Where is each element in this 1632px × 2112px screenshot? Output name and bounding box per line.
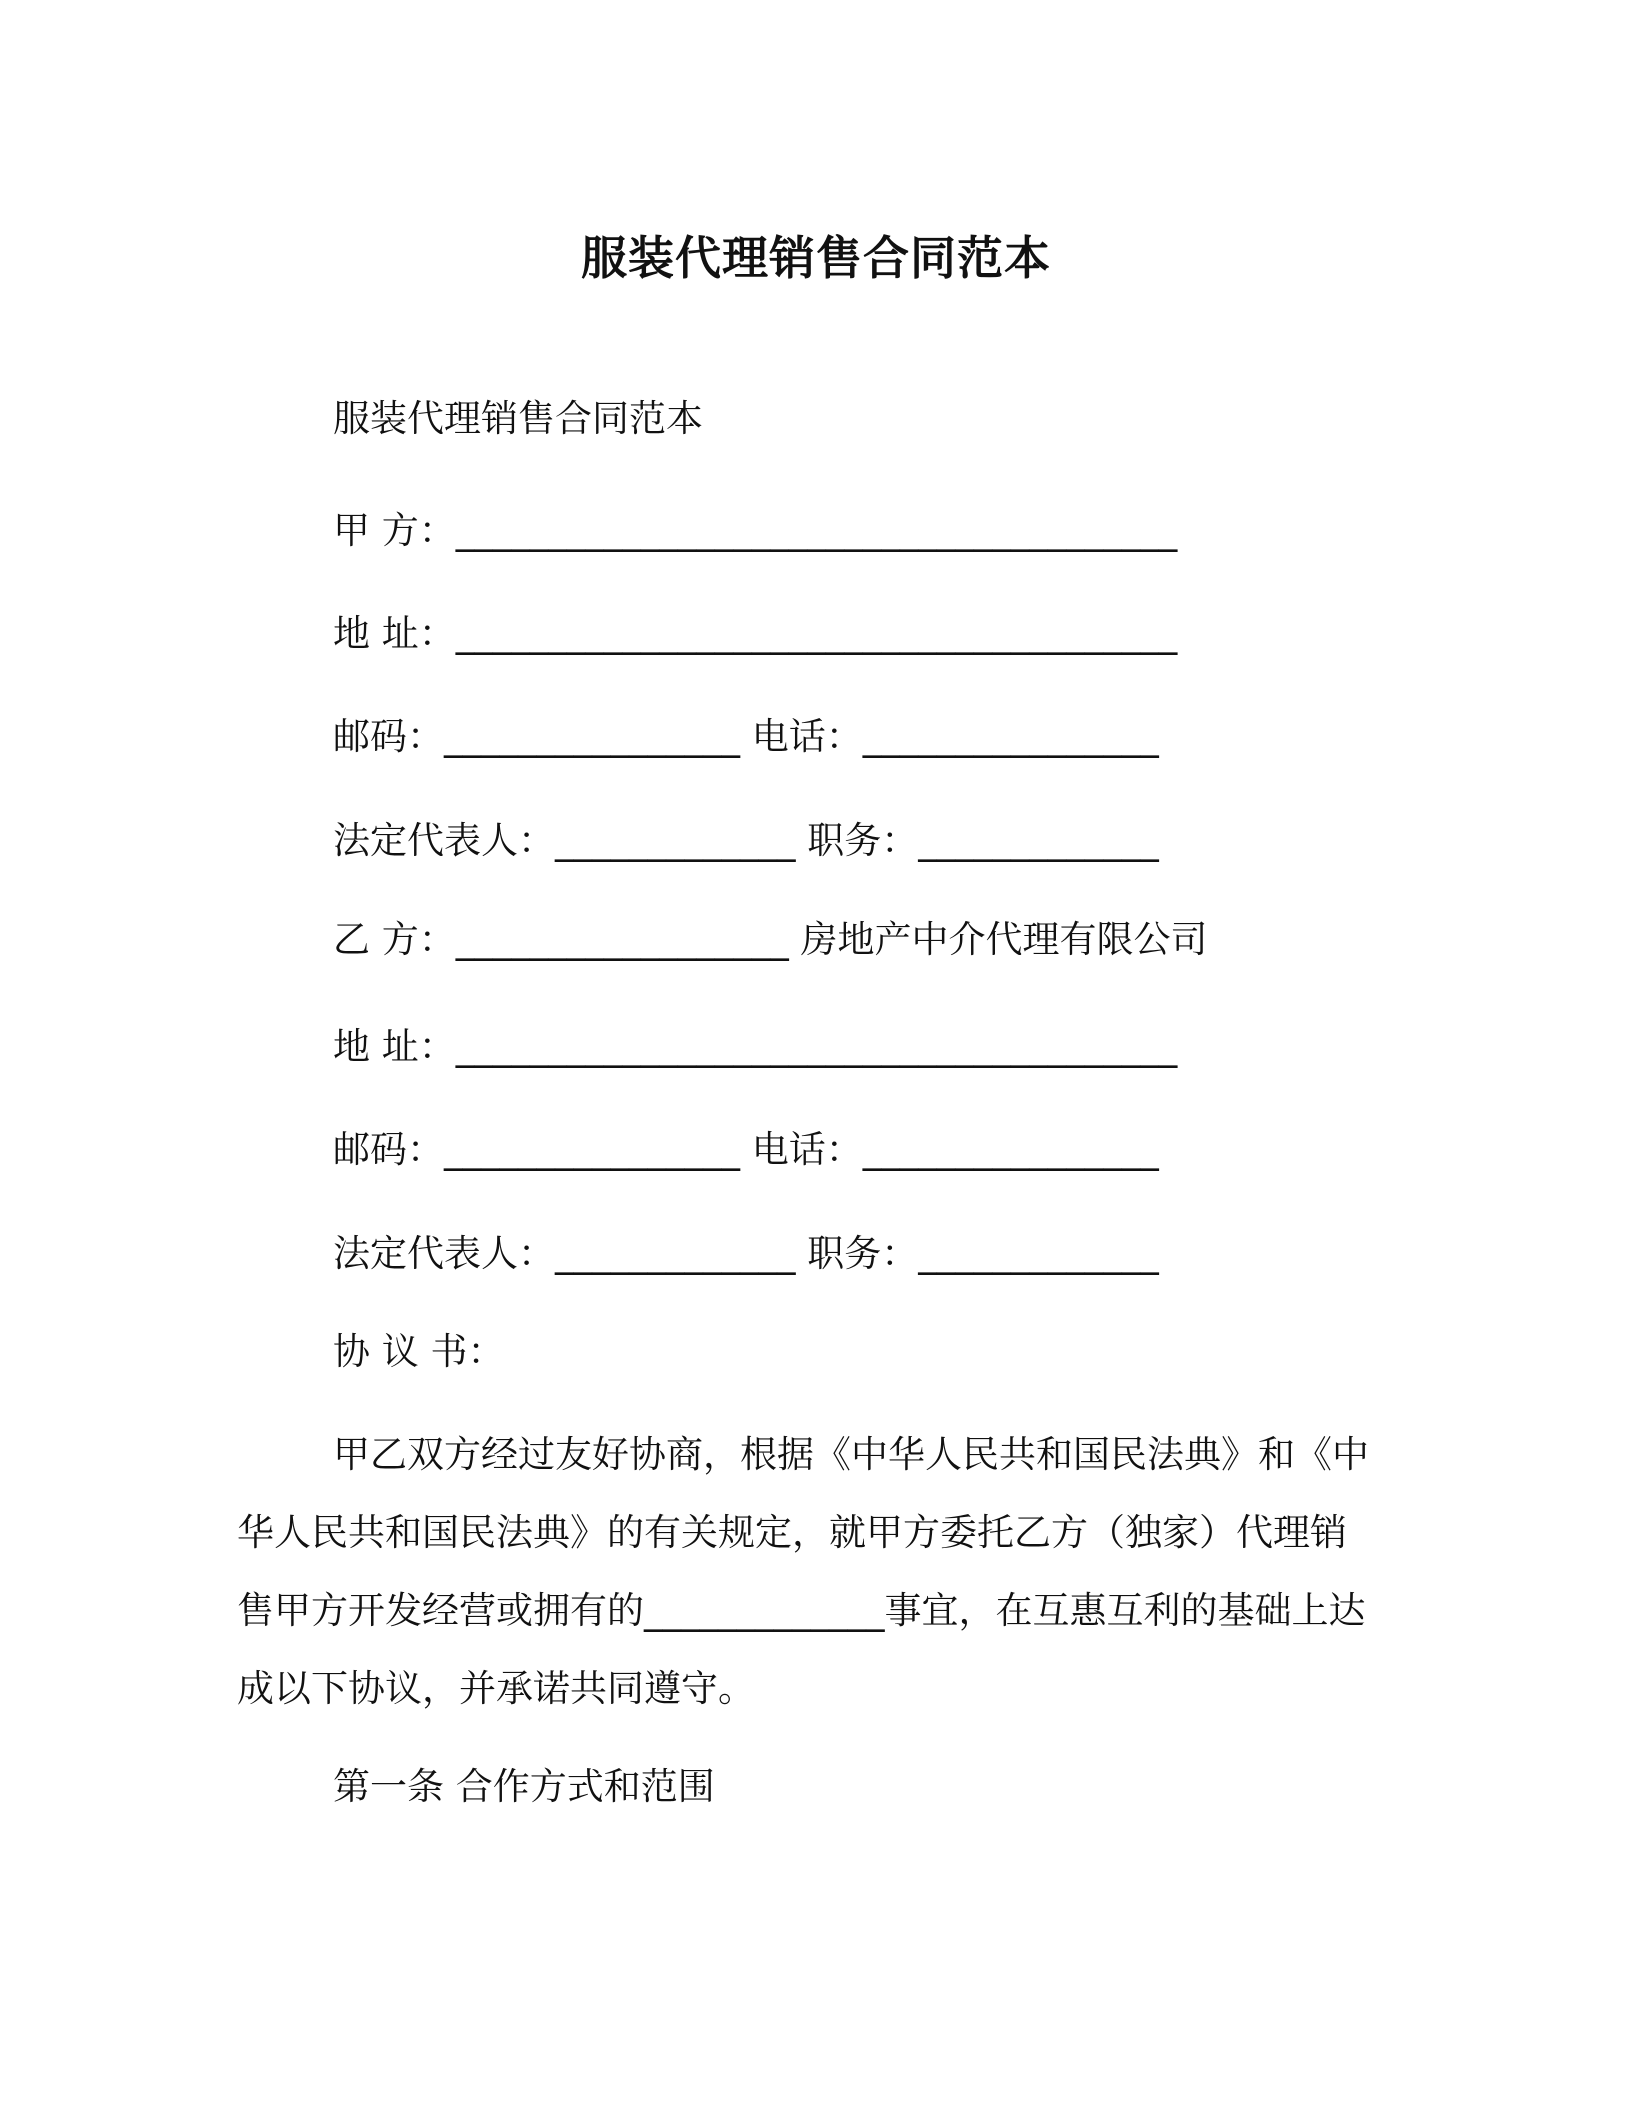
intro-line: 售甲方开发经营或拥有的_____________事宜，在互惠互利的基础上达: [237, 1589, 1366, 1632]
party-b-representative-field: 法定代表人：_____________ 职务：_____________: [333, 1232, 1159, 1275]
party-a-zip-phone-field: 邮码：________________ 电话：________________: [333, 715, 1159, 758]
article-1-heading: 第一条 合作方式和范围: [333, 1765, 715, 1808]
intro-paragraph: [237, 1416, 1397, 1728]
party-a-name-field: 甲 方：_______________________________________: [333, 509, 1178, 552]
party-b-name-field: 乙 方：__________________ 房地产中介代理有限公司: [333, 918, 1208, 961]
document-title: 服装代理销售合同范本: [581, 231, 1051, 285]
party-b-address-field: 地 址：_______________________________________: [333, 1025, 1178, 1068]
intro-line: 华人民共和国民法典》的有关规定，就甲方委托乙方（独家）代理销: [237, 1511, 1347, 1554]
intro-line: 甲乙双方经过友好协商，根据《中华人民共和国民法典》和《中: [333, 1433, 1369, 1476]
document-subtitle: 服装代理销售合同范本: [333, 397, 703, 440]
party-a-representative-field: 法定代表人：_____________ 职务：_____________: [333, 819, 1159, 862]
agreement-label: 协 议 书：: [333, 1330, 505, 1373]
party-b-zip-phone-field: 邮码：________________ 电话：________________: [333, 1128, 1159, 1171]
intro-line: 成以下协议，并承诺共同遵守。: [237, 1667, 755, 1710]
party-a-address-field: 地 址：_______________________________________: [333, 612, 1178, 655]
